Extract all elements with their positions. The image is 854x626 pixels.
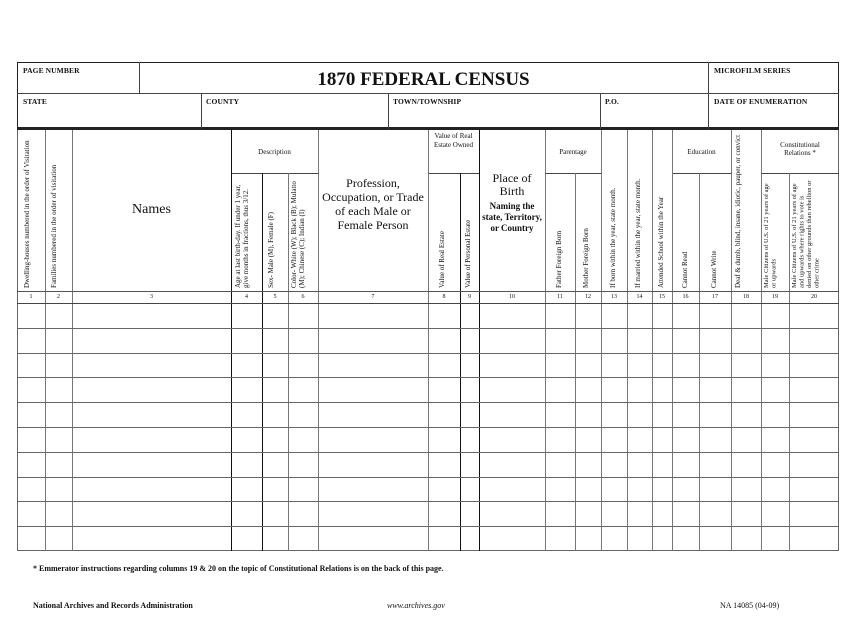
col-number: 9 [468,294,471,300]
col-number: 8 [442,294,446,300]
row-divider [17,427,839,428]
divider [600,93,601,129]
col-number: 2 [57,294,60,300]
col-number: 16 [682,294,689,300]
county-label: COUNTY [206,97,240,106]
col-number: 10 [509,294,515,300]
divider [388,93,389,129]
microfilm-series-label: MICROFILM SERIES [714,66,791,75]
col-19-header: Male Citizens of U.S. of 21 years of age or upwards [763,183,778,288]
table-row[interactable] [17,427,839,452]
page-title: 1870 FEDERAL CENSUS [317,69,530,90]
website-link[interactable] [387,601,445,610]
group-education: Education [687,148,716,156]
table-row[interactable] [17,526,839,551]
col-14-header: If married within the year, state month. [634,178,642,288]
col-number: 19 [772,294,778,300]
col-number: 1 [29,294,33,300]
group-description: Description [258,148,291,156]
row-divider [17,402,839,403]
col-number: 14 [636,294,643,300]
row-divider [17,501,839,502]
col-11-header: Father Foreign Born [555,230,563,288]
col-7-header: Profession, Occupation, or Trade of each Male or Female Person [322,176,424,232]
col-number: 15 [659,294,665,300]
col-10-header-sub: Naming the state, Territory, or Country [482,201,542,233]
row-divider [17,328,839,329]
col-number: 6 [301,294,305,300]
col-12-header: Mother Foreign Born [582,228,590,288]
col-number: 20 [811,294,817,300]
col-1-header: Dwelling-houses numbered in the order of Visitation [23,140,31,288]
col-13-header: If born within the year, state month. [609,187,617,288]
col-number: 17 [712,294,718,300]
row-divider [17,477,839,478]
col-20-header: Male Citizens of U.S. of 21 years of age and upwards where rights to vote is denied on other grounds than rebellion or other crime [791,180,821,288]
col-number: 7 [371,294,375,300]
col-number: 13 [611,294,617,300]
group-constitutional-relations: Constitutional Relations * [780,141,820,157]
col-2-header: Families numbered in the order of visitation [50,164,58,288]
header-divider [17,93,839,94]
divider [545,173,601,174]
agency-name: National Archives and Records Administration [33,601,193,610]
table-row[interactable] [17,377,839,402]
table-row[interactable] [17,501,839,526]
divider [17,291,839,292]
col-number: 12 [585,294,591,300]
po-label: P.O. [605,97,619,106]
divider [201,93,202,129]
col-15-header: Attended School within the Year [657,196,665,288]
divider [761,173,839,174]
table-row[interactable] [17,353,839,378]
col-6-header: Color- White (W); Black (B); Mulatto (M); Chinese (C); Indian (I) [290,181,306,288]
row-divider [17,452,839,453]
table-row[interactable] [17,452,839,477]
state-label: STATE [23,97,47,106]
divider [231,173,318,174]
table-row[interactable] [17,477,839,502]
col-number: 5 [273,294,277,300]
divider [672,173,731,174]
row-divider [17,353,839,354]
col-5-header: Sex- Male (M), Female (F) [267,211,275,288]
table-row[interactable] [17,402,839,427]
col-17-header: Cannot Write [710,250,718,288]
divider [428,173,479,174]
date-of-enumeration-label: DATE OF ENUMERATION [714,97,808,106]
col-18-header: Deaf & dumb, blind, insane, idiotic, pauper, or convict [734,134,742,288]
row-divider [17,377,839,378]
table-row[interactable] [17,303,839,328]
col-number: 4 [245,294,248,300]
url-domain: archives.gov [404,601,445,610]
col-3-header: Names [132,202,171,217]
col-8-header: Value of Real Estate [438,231,446,288]
divider [708,62,709,129]
footnote: * Emmerator instructions regarding columns 19 & 20 on the topic of Constitutional Relations is on the back of this page. [33,564,444,573]
group-parentage: Parentage [559,148,587,156]
row-divider [17,526,839,527]
form-number: NA 14085 (04-09) [720,601,780,610]
col-16-header: Cannot Read [681,251,689,288]
url-prefix: www. [387,601,405,610]
col-number: 11 [557,294,563,300]
col-number: 18 [743,294,749,300]
col-9-header: Value of Personal Estate [464,219,472,288]
table-row[interactable] [17,328,839,353]
group-value-owned: Value of Real Estate Owned [433,132,474,149]
col-10-header-title: Place of Birth [492,171,532,198]
page-number-label: PAGE NUMBER [23,66,80,75]
col-number: 3 [150,294,153,300]
town-township-label: TOWN/TOWNSHIP [393,97,462,106]
col-4-header: Age at last birth-day. If under 1 year, give months in fractions, thus 3/12. [234,184,250,288]
